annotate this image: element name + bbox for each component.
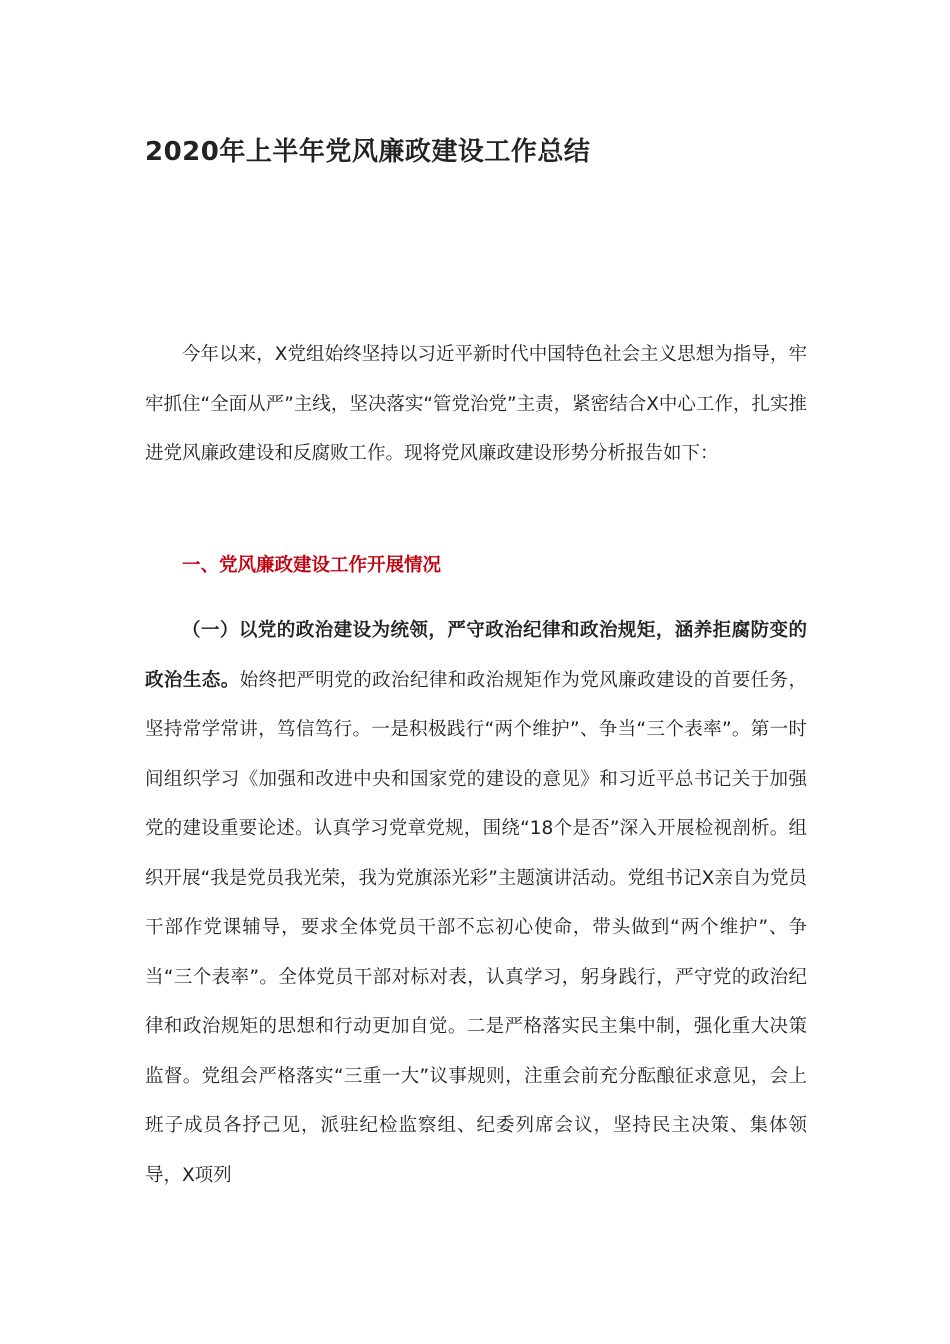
- section-heading: 一、党风廉政建设工作开展情况: [182, 555, 442, 576]
- intro-paragraph: 今年以来，X党组始终坚持以习近平新时代中国特色社会主义思想为指导，牢牢抓住“全面从严”主线，坚决落实“管党治党”主责，紧密结合X中心工作，扎实推进党风廉政建设和反腐败工作。现将党风廉政建设形势分析报告如下：: [145, 344, 807, 464]
- subsection-body: 始终把严明党的政治纪律和政治规矩作为党风廉政建设的首要任务，坚持常学常讲，笃信笃行。一是积极践行“两个维护”、争当“三个表率”。第一时间组织学习《加强和改进中央和国家党的建设的意见》和习近平总书记关于加强党的建设重要论述。认真学习党章党规，围绕“18个是否”深入开展检视剖析。组织开展“我是党员我光荣，我为党旗添光彩”主题演讲活动。党组书记X亲自为党员干部作党课辅导，要求全体党员干部不忘初心使命，带头做到“两个维护”、争当“三个表率”。全体党员干部对标对表，认真学习，躬身践行，严守党的政治纪律和政治规矩的思想和行动更加自觉。二是严格落实民主集中制，强化重大决策监督。党组会严格落实“三重一大”议事规则，注重会前充分酝酿征求意见，会上班子成员各抒己见，派驻纪检监察组、纪委列席会议，坚持民主决策、集体领导，X项列: [145, 669, 807, 1186]
- document-title: 2020年上半年党风廉政建设工作总结: [145, 137, 591, 167]
- subsection-heading: （一）以党的政治建设为统领，严守政治纪律和政治规矩，涵养拒腐防变的政治生态。: [145, 620, 807, 691]
- subsection-paragraph: [145, 606, 807, 1200]
